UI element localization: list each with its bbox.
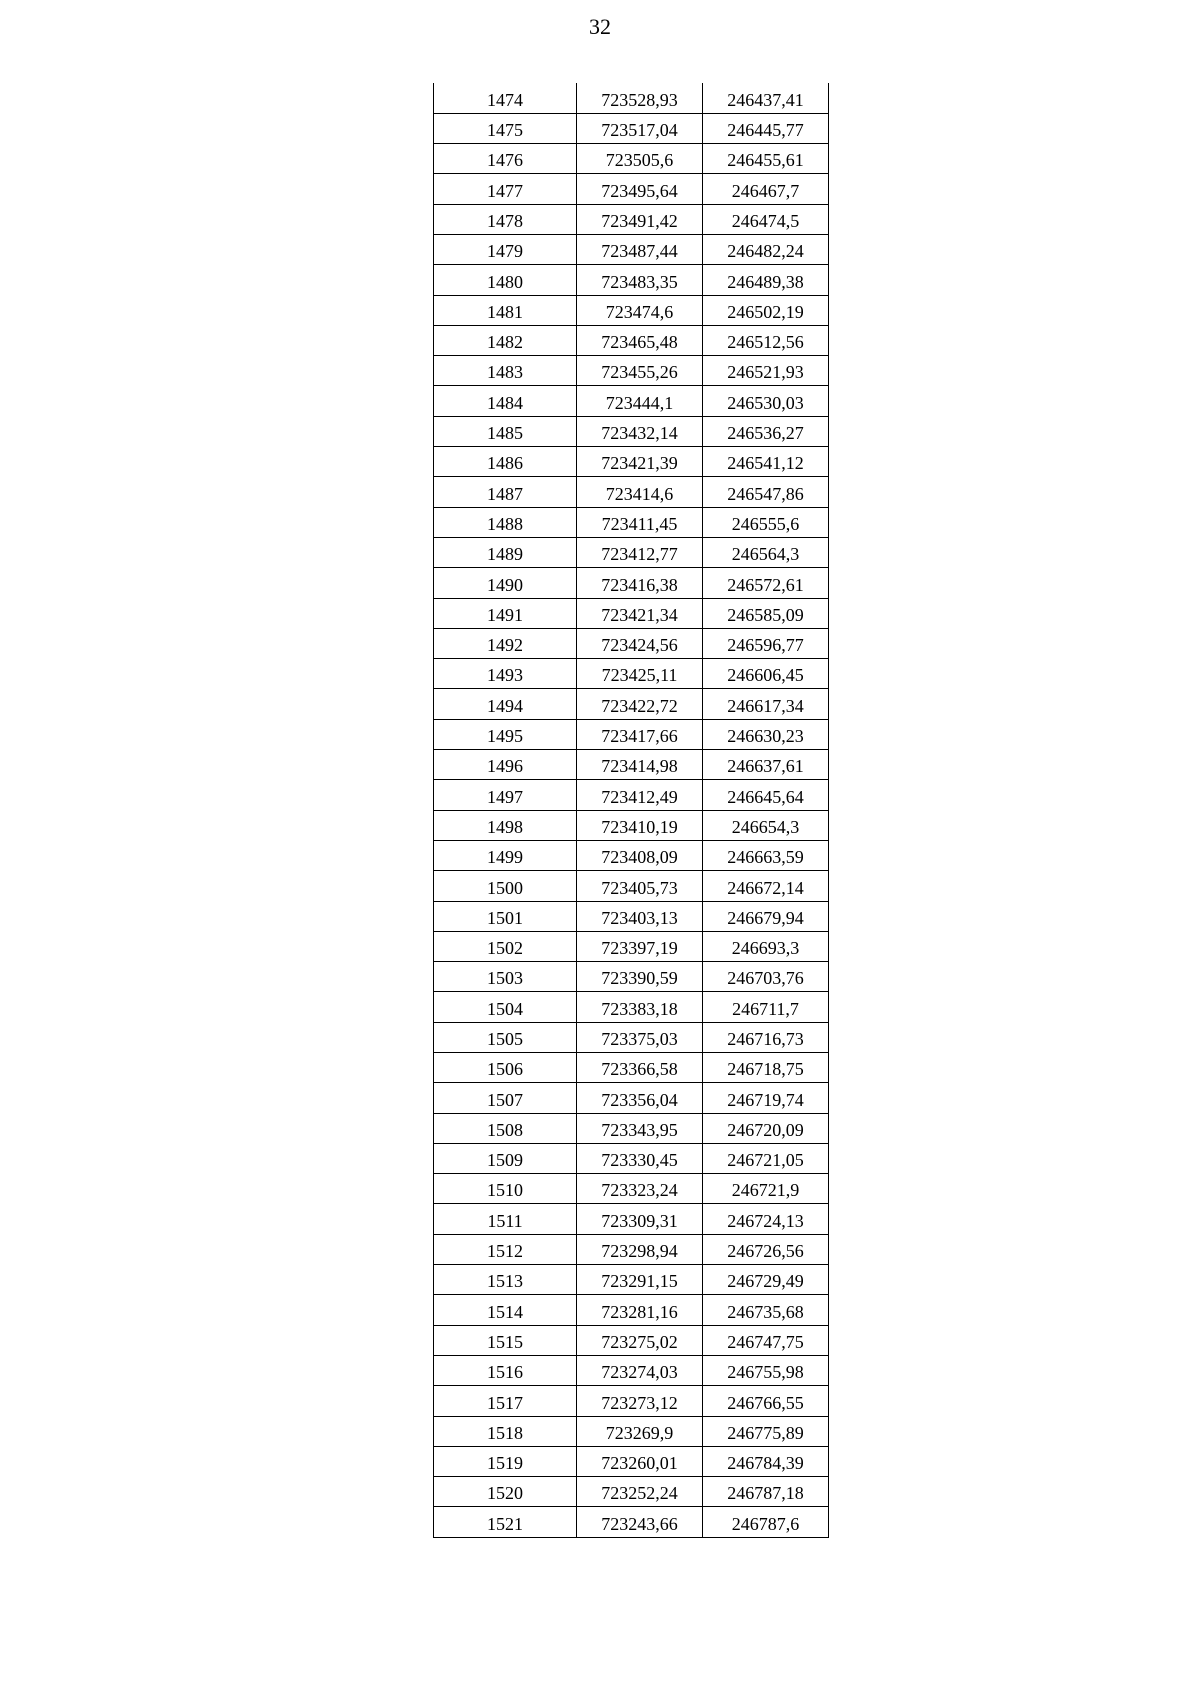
y-coordinate-cell: 246521,93 bbox=[703, 356, 829, 386]
table-row bbox=[434, 1295, 829, 1325]
table-row bbox=[434, 113, 829, 143]
x-coordinate-cell: 723414,6 bbox=[577, 477, 703, 507]
y-coordinate-cell: 246718,75 bbox=[703, 1053, 829, 1083]
point-number-cell: 1496 bbox=[434, 750, 577, 780]
x-coordinate-cell: 723366,58 bbox=[577, 1053, 703, 1083]
table-row bbox=[434, 83, 829, 113]
table-row bbox=[434, 962, 829, 992]
point-number-cell: 1503 bbox=[434, 962, 577, 992]
point-number-cell: 1493 bbox=[434, 659, 577, 689]
point-number-cell: 1506 bbox=[434, 1053, 577, 1083]
coordinates-table bbox=[433, 83, 829, 1538]
x-coordinate-cell: 723487,44 bbox=[577, 234, 703, 264]
table-row bbox=[434, 931, 829, 961]
table-row bbox=[434, 265, 829, 295]
point-number-cell: 1509 bbox=[434, 1143, 577, 1173]
x-coordinate-cell: 723455,26 bbox=[577, 356, 703, 386]
x-coordinate-cell: 723252,24 bbox=[577, 1477, 703, 1507]
point-number-cell: 1488 bbox=[434, 507, 577, 537]
table-row bbox=[434, 871, 829, 901]
table-row bbox=[434, 780, 829, 810]
table-row bbox=[434, 1507, 829, 1537]
table-row bbox=[434, 1446, 829, 1476]
x-coordinate-cell: 723416,38 bbox=[577, 568, 703, 598]
x-coordinate-cell: 723422,72 bbox=[577, 689, 703, 719]
y-coordinate-cell: 246445,77 bbox=[703, 113, 829, 143]
x-coordinate-cell: 723425,11 bbox=[577, 659, 703, 689]
table-row bbox=[434, 1416, 829, 1446]
x-coordinate-cell: 723343,95 bbox=[577, 1113, 703, 1143]
point-number-cell: 1511 bbox=[434, 1204, 577, 1234]
point-number-cell: 1485 bbox=[434, 416, 577, 446]
table-row bbox=[434, 901, 829, 931]
x-coordinate-cell: 723411,45 bbox=[577, 507, 703, 537]
y-coordinate-cell: 246645,64 bbox=[703, 780, 829, 810]
x-coordinate-cell: 723444,1 bbox=[577, 386, 703, 416]
table-row bbox=[434, 234, 829, 264]
table-row bbox=[434, 1325, 829, 1355]
y-coordinate-cell: 246766,55 bbox=[703, 1386, 829, 1416]
y-coordinate-cell: 246547,86 bbox=[703, 477, 829, 507]
y-coordinate-cell: 246679,94 bbox=[703, 901, 829, 931]
y-coordinate-cell: 246437,41 bbox=[703, 83, 829, 113]
point-number-cell: 1490 bbox=[434, 568, 577, 598]
point-number-cell: 1520 bbox=[434, 1477, 577, 1507]
table-row bbox=[434, 810, 829, 840]
point-number-cell: 1487 bbox=[434, 477, 577, 507]
x-coordinate-cell: 723483,35 bbox=[577, 265, 703, 295]
table-row bbox=[434, 992, 829, 1022]
point-number-cell: 1515 bbox=[434, 1325, 577, 1355]
point-number-cell: 1499 bbox=[434, 840, 577, 870]
y-coordinate-cell: 246630,23 bbox=[703, 719, 829, 749]
y-coordinate-cell: 246489,38 bbox=[703, 265, 829, 295]
y-coordinate-cell: 246482,24 bbox=[703, 234, 829, 264]
x-coordinate-cell: 723474,6 bbox=[577, 295, 703, 325]
table-row bbox=[434, 719, 829, 749]
table-row bbox=[434, 144, 829, 174]
point-number-cell: 1476 bbox=[434, 144, 577, 174]
table-row bbox=[434, 1386, 829, 1416]
table-row bbox=[434, 1265, 829, 1295]
table-row bbox=[434, 1174, 829, 1204]
table-row bbox=[434, 325, 829, 355]
table-row bbox=[434, 689, 829, 719]
y-coordinate-cell: 246637,61 bbox=[703, 750, 829, 780]
y-coordinate-cell: 246572,61 bbox=[703, 568, 829, 598]
point-number-cell: 1494 bbox=[434, 689, 577, 719]
point-number-cell: 1489 bbox=[434, 537, 577, 567]
x-coordinate-cell: 723505,6 bbox=[577, 144, 703, 174]
point-number-cell: 1486 bbox=[434, 447, 577, 477]
y-coordinate-cell: 246467,7 bbox=[703, 174, 829, 204]
y-coordinate-cell: 246747,75 bbox=[703, 1325, 829, 1355]
x-coordinate-cell: 723528,93 bbox=[577, 83, 703, 113]
x-coordinate-cell: 723383,18 bbox=[577, 992, 703, 1022]
point-number-cell: 1479 bbox=[434, 234, 577, 264]
page-number: 32 bbox=[589, 14, 611, 39]
point-number-cell: 1498 bbox=[434, 810, 577, 840]
x-coordinate-cell: 723465,48 bbox=[577, 325, 703, 355]
point-number-cell: 1491 bbox=[434, 598, 577, 628]
point-number-cell: 1497 bbox=[434, 780, 577, 810]
point-number-cell: 1474 bbox=[434, 83, 577, 113]
table-row bbox=[434, 204, 829, 234]
table-row bbox=[434, 477, 829, 507]
y-coordinate-cell: 246502,19 bbox=[703, 295, 829, 325]
x-coordinate-cell: 723421,39 bbox=[577, 447, 703, 477]
x-coordinate-cell: 723397,19 bbox=[577, 931, 703, 961]
point-number-cell: 1483 bbox=[434, 356, 577, 386]
point-number-cell: 1477 bbox=[434, 174, 577, 204]
table-row bbox=[434, 447, 829, 477]
point-number-cell: 1495 bbox=[434, 719, 577, 749]
point-number-cell: 1508 bbox=[434, 1113, 577, 1143]
x-coordinate-cell: 723243,66 bbox=[577, 1507, 703, 1537]
y-coordinate-cell: 246541,12 bbox=[703, 447, 829, 477]
point-number-cell: 1480 bbox=[434, 265, 577, 295]
y-coordinate-cell: 246721,05 bbox=[703, 1143, 829, 1173]
y-coordinate-cell: 246555,6 bbox=[703, 507, 829, 537]
point-number-cell: 1517 bbox=[434, 1386, 577, 1416]
table-row bbox=[434, 386, 829, 416]
x-coordinate-cell: 723356,04 bbox=[577, 1083, 703, 1113]
y-coordinate-cell: 246719,74 bbox=[703, 1083, 829, 1113]
table-row bbox=[434, 598, 829, 628]
table-row bbox=[434, 659, 829, 689]
point-number-cell: 1516 bbox=[434, 1355, 577, 1385]
x-coordinate-cell: 723403,13 bbox=[577, 901, 703, 931]
x-coordinate-cell: 723421,34 bbox=[577, 598, 703, 628]
y-coordinate-cell: 246536,27 bbox=[703, 416, 829, 446]
y-coordinate-cell: 246716,73 bbox=[703, 1022, 829, 1052]
point-number-cell: 1514 bbox=[434, 1295, 577, 1325]
y-coordinate-cell: 246755,98 bbox=[703, 1355, 829, 1385]
point-number-cell: 1501 bbox=[434, 901, 577, 931]
x-coordinate-cell: 723424,56 bbox=[577, 628, 703, 658]
table-row bbox=[434, 537, 829, 567]
point-number-cell: 1475 bbox=[434, 113, 577, 143]
table-row bbox=[434, 1204, 829, 1234]
table-row bbox=[434, 174, 829, 204]
x-coordinate-cell: 723405,73 bbox=[577, 871, 703, 901]
point-number-cell: 1507 bbox=[434, 1083, 577, 1113]
x-coordinate-cell: 723410,19 bbox=[577, 810, 703, 840]
y-coordinate-cell: 246606,45 bbox=[703, 659, 829, 689]
point-number-cell: 1502 bbox=[434, 931, 577, 961]
x-coordinate-cell: 723495,64 bbox=[577, 174, 703, 204]
x-coordinate-cell: 723291,15 bbox=[577, 1265, 703, 1295]
x-coordinate-cell: 723260,01 bbox=[577, 1446, 703, 1476]
y-coordinate-cell: 246711,7 bbox=[703, 992, 829, 1022]
y-coordinate-cell: 246596,77 bbox=[703, 628, 829, 658]
y-coordinate-cell: 246654,3 bbox=[703, 810, 829, 840]
point-number-cell: 1504 bbox=[434, 992, 577, 1022]
point-number-cell: 1512 bbox=[434, 1234, 577, 1264]
table-row bbox=[434, 507, 829, 537]
table-row bbox=[434, 1022, 829, 1052]
table-row bbox=[434, 295, 829, 325]
x-coordinate-cell: 723273,12 bbox=[577, 1386, 703, 1416]
y-coordinate-cell: 246787,6 bbox=[703, 1507, 829, 1537]
y-coordinate-cell: 246564,3 bbox=[703, 537, 829, 567]
y-coordinate-cell: 246512,56 bbox=[703, 325, 829, 355]
x-coordinate-cell: 723323,24 bbox=[577, 1174, 703, 1204]
table-row bbox=[434, 1113, 829, 1143]
x-coordinate-cell: 723517,04 bbox=[577, 113, 703, 143]
table-row bbox=[434, 1143, 829, 1173]
y-coordinate-cell: 246672,14 bbox=[703, 871, 829, 901]
y-coordinate-cell: 246729,49 bbox=[703, 1265, 829, 1295]
point-number-cell: 1492 bbox=[434, 628, 577, 658]
y-coordinate-cell: 246663,59 bbox=[703, 840, 829, 870]
table-row bbox=[434, 568, 829, 598]
table-row bbox=[434, 356, 829, 386]
x-coordinate-cell: 723281,16 bbox=[577, 1295, 703, 1325]
table-row bbox=[434, 1053, 829, 1083]
x-coordinate-cell: 723375,03 bbox=[577, 1022, 703, 1052]
x-coordinate-cell: 723491,42 bbox=[577, 204, 703, 234]
x-coordinate-cell: 723274,03 bbox=[577, 1355, 703, 1385]
x-coordinate-cell: 723390,59 bbox=[577, 962, 703, 992]
x-coordinate-cell: 723269,9 bbox=[577, 1416, 703, 1446]
x-coordinate-cell: 723412,49 bbox=[577, 780, 703, 810]
point-number-cell: 1484 bbox=[434, 386, 577, 416]
y-coordinate-cell: 246724,13 bbox=[703, 1204, 829, 1234]
coordinates-table-body bbox=[434, 83, 829, 1537]
y-coordinate-cell: 246735,68 bbox=[703, 1295, 829, 1325]
x-coordinate-cell: 723275,02 bbox=[577, 1325, 703, 1355]
y-coordinate-cell: 246455,61 bbox=[703, 144, 829, 174]
table-row bbox=[434, 416, 829, 446]
table-row bbox=[434, 1234, 829, 1264]
point-number-cell: 1482 bbox=[434, 325, 577, 355]
point-number-cell: 1510 bbox=[434, 1174, 577, 1204]
x-coordinate-cell: 723330,45 bbox=[577, 1143, 703, 1173]
point-number-cell: 1513 bbox=[434, 1265, 577, 1295]
point-number-cell: 1481 bbox=[434, 295, 577, 325]
y-coordinate-cell: 246721,9 bbox=[703, 1174, 829, 1204]
table-row bbox=[434, 750, 829, 780]
y-coordinate-cell: 246775,89 bbox=[703, 1416, 829, 1446]
y-coordinate-cell: 246784,39 bbox=[703, 1446, 829, 1476]
y-coordinate-cell: 246693,3 bbox=[703, 931, 829, 961]
y-coordinate-cell: 246585,09 bbox=[703, 598, 829, 628]
x-coordinate-cell: 723309,31 bbox=[577, 1204, 703, 1234]
y-coordinate-cell: 246474,5 bbox=[703, 204, 829, 234]
y-coordinate-cell: 246617,34 bbox=[703, 689, 829, 719]
point-number-cell: 1521 bbox=[434, 1507, 577, 1537]
x-coordinate-cell: 723408,09 bbox=[577, 840, 703, 870]
x-coordinate-cell: 723412,77 bbox=[577, 537, 703, 567]
point-number-cell: 1478 bbox=[434, 204, 577, 234]
x-coordinate-cell: 723417,66 bbox=[577, 719, 703, 749]
y-coordinate-cell: 246726,56 bbox=[703, 1234, 829, 1264]
table-row bbox=[434, 628, 829, 658]
y-coordinate-cell: 246787,18 bbox=[703, 1477, 829, 1507]
y-coordinate-cell: 246720,09 bbox=[703, 1113, 829, 1143]
point-number-cell: 1519 bbox=[434, 1446, 577, 1476]
point-number-cell: 1505 bbox=[434, 1022, 577, 1052]
point-number-cell: 1518 bbox=[434, 1416, 577, 1446]
y-coordinate-cell: 246703,76 bbox=[703, 962, 829, 992]
table-row bbox=[434, 1083, 829, 1113]
table-row bbox=[434, 1355, 829, 1385]
x-coordinate-cell: 723414,98 bbox=[577, 750, 703, 780]
y-coordinate-cell: 246530,03 bbox=[703, 386, 829, 416]
point-number-cell: 1500 bbox=[434, 871, 577, 901]
x-coordinate-cell: 723432,14 bbox=[577, 416, 703, 446]
table-row bbox=[434, 1477, 829, 1507]
table-row bbox=[434, 840, 829, 870]
x-coordinate-cell: 723298,94 bbox=[577, 1234, 703, 1264]
